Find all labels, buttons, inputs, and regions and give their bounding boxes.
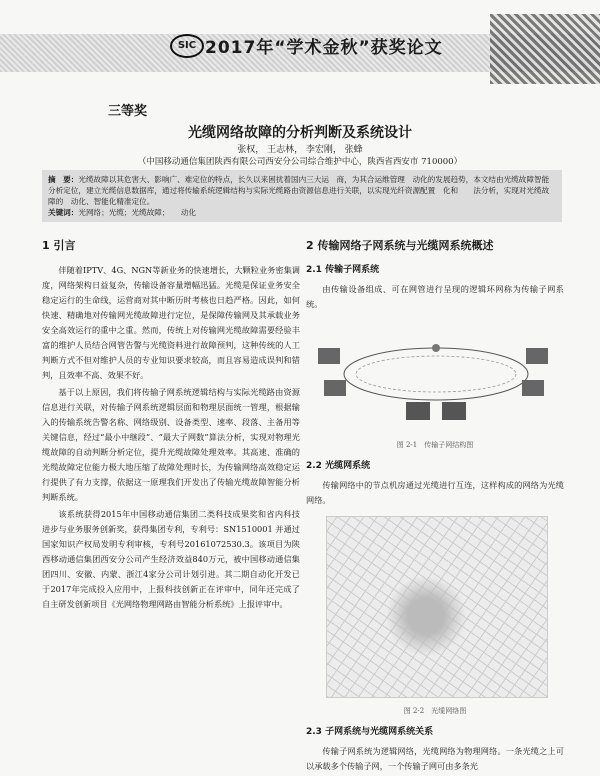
subnet-diagram xyxy=(306,318,564,436)
subsection-heading: 2.3 子网系统与光缆网系统关系 xyxy=(306,727,434,737)
node-equipment xyxy=(324,380,346,396)
paragraph: 传输网络中的节点机房通过光缆进行互连，这样构成的网络为光缆网络。 xyxy=(306,480,564,505)
abstract-box xyxy=(42,170,562,222)
abstract-text: 光缆故障以其危害大、影响广、难定位的特点，长久以来困扰着国内三大运 商，为其合运维管理 动化的发展趋势，本文结由光缆故障智能分析定位，建立光缆信息数据库，通过将传输系统逻辑结构与实际光缆路由资源信息进行关联，以实现光纤资源配置 化和 法分析，实现对光缆故障的 动化、智能化精准定位。 xyxy=(48,175,550,206)
keywords-text: 光网络；光缆；光缆故障； 动化 xyxy=(78,208,197,217)
header-pattern xyxy=(490,14,600,84)
paper-title: 光缆网络故障的分析判断及系统设计 xyxy=(188,125,412,141)
node-equipment xyxy=(406,402,430,420)
affiliation: （中国移动通信集团陕西有限公司西安分公司综合维护中心，陕西省西安市 710000） xyxy=(137,157,463,167)
keywords xyxy=(48,207,556,218)
node-equipment xyxy=(522,380,544,396)
subsection-heading: 2.1 传输子网系统 xyxy=(306,265,380,275)
paragraph: 基于以上原因，我们将传输子网系统逻辑结构与实际光缆路由资源信息进行关联，对传输子网系统逻辑层面和物理层面统一管理，根据输入的传输系统告警名称、网络级别、设备类型、速率、段落、主备用等关键信息，经过“最小中继段”、“最大子网数”算法分析，实现对物理光缆故障的自动判断分析定位，提升光缆故障处理效率。其高速、准确的光缆故障定位能力极大地压缩了故障处理时长，为传输网络高效稳定运行提供了有力支撑，依据这一原理我们开发出了传输光缆故障智能分析判断系统。 xyxy=(42,387,300,502)
figure-caption: 图 2-1 传输子网结构图 xyxy=(396,441,474,449)
award-label: 三等奖 xyxy=(108,104,148,119)
header-title: 2017年“学术金秋”获奖论文 xyxy=(205,38,443,58)
abstract-label: 摘 要： xyxy=(48,175,79,184)
abstract xyxy=(48,174,556,207)
node-dot xyxy=(432,344,440,352)
left-column xyxy=(42,238,300,614)
sic-logo: SIC xyxy=(170,34,204,58)
authors: 张权， 王志林， 李宏刚， 张蜂 xyxy=(237,145,363,155)
fiber-network-map xyxy=(326,516,548,698)
inner-ring-path xyxy=(356,356,516,392)
paragraph: 该系统获得2015年中国移动通信集团二类科技成果奖和省内科技进步与业务服务创新奖，获得集团专利，专利号：SN1510001 并通过国家知识产权局发明专利审核，专利号20161072530.3。该项目为陕西移动通信集团西安分公司产生经济效益840万元，被中国移动通信集团四川、安徽、内蒙、浙江4家分公司计划引进。其二期自动化开发已于2017年完成投入应用中，上报科技创新正在评审中，同年还完成了自主研发创新项目《光网络物理网路由智能分析系统》上报评审中。 xyxy=(42,509,300,609)
section-heading-overview: 2 传输网络子网系统与光缆网系统概述 xyxy=(306,239,494,252)
subnet-structure-figure xyxy=(306,318,564,436)
journal-header xyxy=(0,0,600,92)
paragraph: 传输子网系统为逻辑网络，光缆网络为物理网络。一条光缆之上可以承载多个传输子网，一个传输子网可由多条光 xyxy=(306,746,564,771)
node-equipment xyxy=(442,402,466,420)
figure-caption: 图 2-2 光缆网络图 xyxy=(403,707,467,715)
paragraph: 由传输设备组成、可在网管进行呈现的逻辑环网称为传输子网系统。 xyxy=(306,284,564,309)
keywords-label: 关键词： xyxy=(48,208,79,217)
paragraph: 伴随着IPTV、4G、NGN等新业务的快速增长，大颗粒业务密集调度，网络架构日益复杂，传输设备容量增幅迅猛。光缆是保证业务安全稳定运行的生命线，运营商对其中断历时考核也日趋严格。因此，如何快速、精确地对传输网光缆故障进行定位，是保障传输网及其承载业务安全高效运行的重中之重。然而，传统上对传输网光缆故障需要经验丰富的维护人员结合网管告警与光缆资料进行故障预判，这种传统的人工判断方式不但对维护人员的专业知识要求较高，而且容易造成误判和错判，且效率不高、效果不好。 xyxy=(42,265,300,380)
section-heading-intro: 1 引言 xyxy=(42,239,76,252)
right-column xyxy=(306,238,564,776)
node-equipment xyxy=(318,348,340,364)
node-equipment xyxy=(526,348,548,364)
subsection-heading: 2.2 光缆网系统 xyxy=(306,461,371,471)
fiber-network-map-figure xyxy=(306,514,564,702)
ring-path xyxy=(344,348,528,400)
